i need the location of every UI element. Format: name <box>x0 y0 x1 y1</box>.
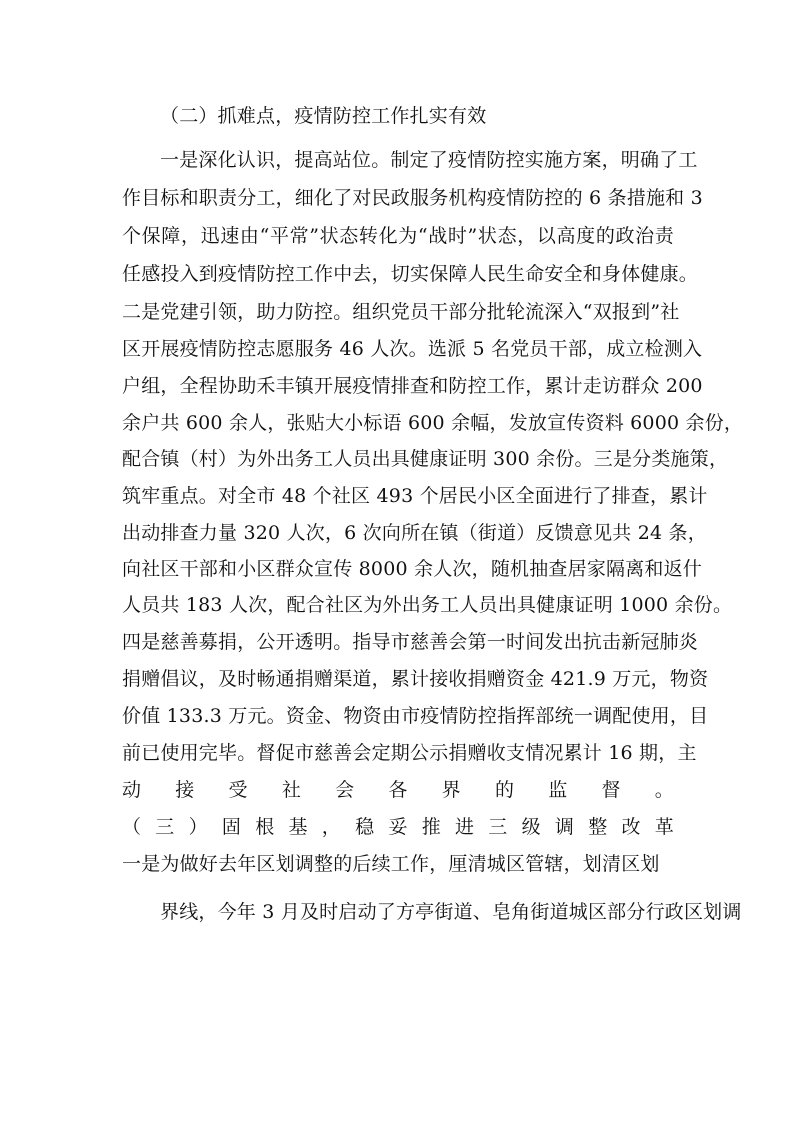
paragraph-line: 配合镇（村）为外出务工人员出具健康证明 300 余份。三是分类施策， <box>122 448 729 470</box>
paragraph-line: （三）固根基，稳妥推进三级调整改革 <box>122 816 674 838</box>
paragraph-line: 二是党建引领，助力防控。组织党员干部分批轮流深入“双报到”社 <box>122 301 680 323</box>
paragraph-line: 筑牢重点。对全市 48 个社区 493 个居民小区全面进行了排查，累计 <box>122 485 708 507</box>
paragraph-line: 余户共 600 余人，张贴大小标语 600 余幅，发放宣传资料 6000 余份， <box>122 412 744 434</box>
paragraph-line: 作目标和职责分工，细化了对民政服务机构疫情防控的 6 条措施和 3 <box>122 187 703 209</box>
paragraph-line: 一是深化认识，提高站位。制定了疫情防控实施方案，明确了工 <box>160 149 698 171</box>
paragraph-line: 人员共 183 人次，配合社区为外出务工人员出具健康证明 1000 余份。 <box>122 594 733 616</box>
paragraph-line: 个保障，迅速由“平常”状态转化为“战时”状态，以高度的政治责 <box>122 225 674 247</box>
paragraph-line: 向社区干部和小区群众宣传 8000 余人次，随机抽查居家隔离和返什 <box>122 558 703 580</box>
paragraph-line: 前已使用完毕。督促市慈善会定期公示捐赠收支情况累计 16 期，主 <box>122 742 697 764</box>
paragraph-line: 四是慈善募捐，公开透明。指导市慈善会第一时间发出抗击新冠肺炎 <box>122 631 699 653</box>
paragraph-line: 区开展疫情防控志愿服务 46 人次。选派 5 名党员干部，成立检测入 <box>122 338 703 360</box>
paragraph-line: 动接受社会各界的监督。 <box>122 779 674 801</box>
paragraph-line: 价值 133.3 万元。资金、物资由市疫情防控指挥部统一调配使用，目 <box>122 705 709 727</box>
section-heading-2: （二）抓难点，疫情防控工作扎实有效 <box>160 105 487 127</box>
paragraph-line: 一是为做好去年区划调整的后续工作，厘清城区管辖，划清区划 <box>122 853 660 875</box>
paragraph-line: 户组，全程协助禾丰镇开展疫情排查和防控工作，累计走访群众 200 <box>122 375 703 397</box>
paragraph-line: 任感投入到疫情防控工作中去，切实保障人民生命安全和身体健康。 <box>122 263 699 285</box>
paragraph-line: 出动排查力量 320 人次，6 次向所在镇（街道）反馈意见共 24 条， <box>122 522 707 544</box>
section-heading-3: 界线，今年 3 月及时启动了方亭街道、皂角街道城区部分行政区划调 <box>160 901 742 923</box>
paragraph-line: 捐赠倡议，及时畅通捐赠渠道，累计接收捐赠资金 421.9 万元，物资 <box>122 668 709 690</box>
